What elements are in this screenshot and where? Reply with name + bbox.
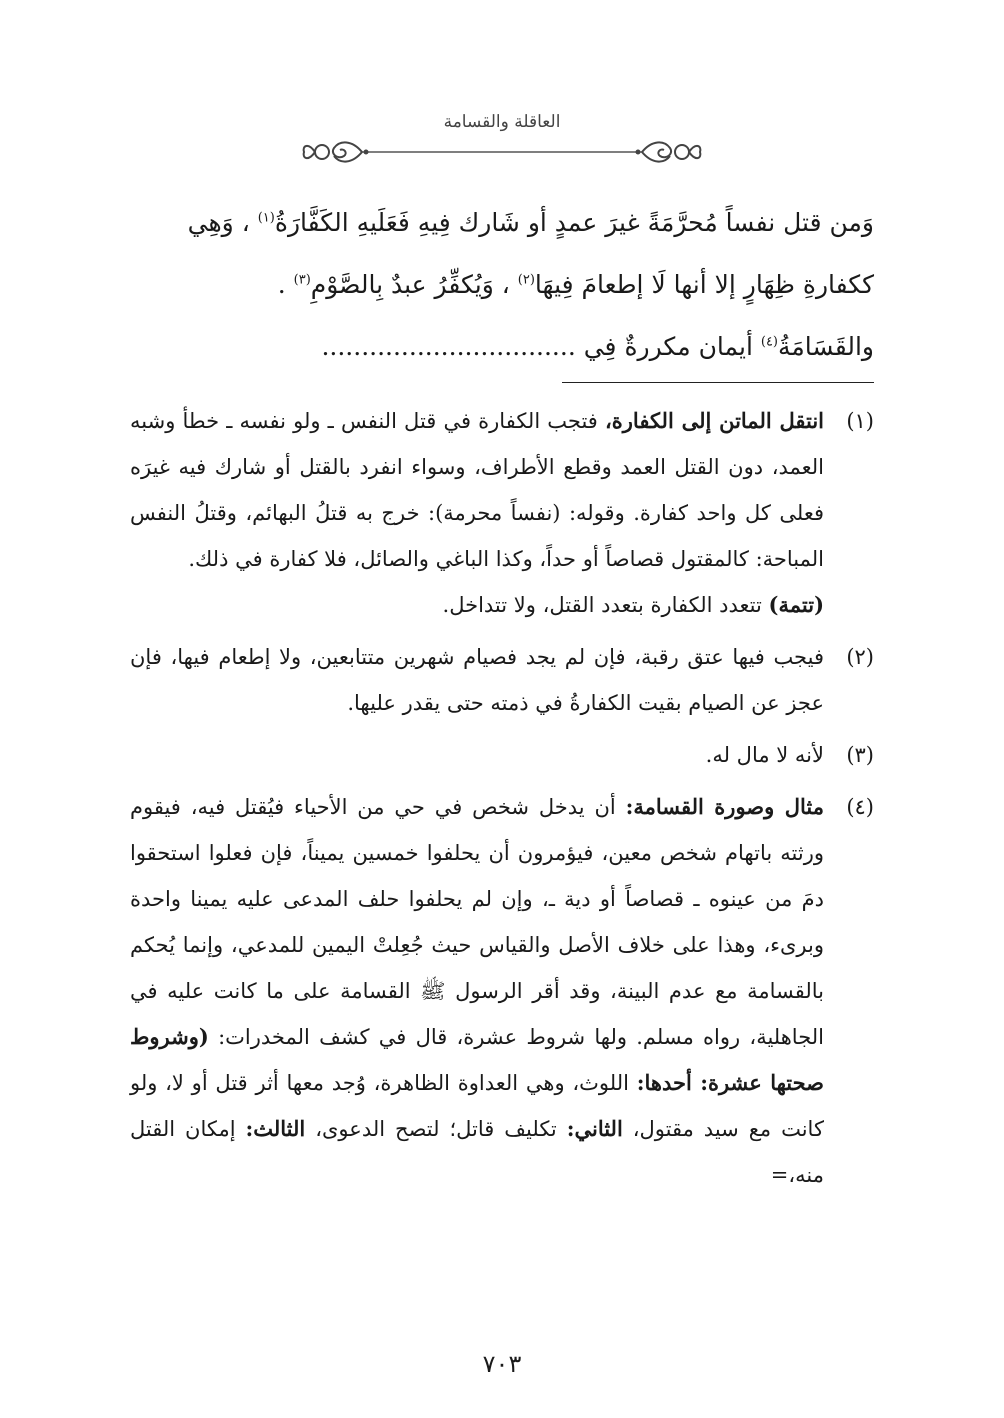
footnote-text: اللوث، وهي العداوة الظاهرة، وُجد معها أثر قتل أو لا، ولو كانت مع سيد مقتول، [130,1071,824,1141]
main-text [130,192,874,378]
footnote-4 [130,784,874,1198]
footnote-ref-1[interactable]: (١) [257,210,275,226]
footnote-ref-3[interactable]: (٣) [293,272,311,288]
footnote-lead: انتقل الماتن إلى الكفارة، [605,408,825,433]
condition-text: إمكان القتل منه،= [130,1117,824,1187]
footnote-number: (٤) [846,795,874,819]
main-text-line-2 [130,254,874,316]
footnote-3 [130,732,874,778]
footnote-supplement [130,582,824,628]
condition-text: تكليف قاتل؛ لتصح الدعوى، [315,1117,557,1141]
page-number: ٧٠٣ [482,1350,522,1378]
main-text-segment: ، وَيُكفِّرُ عبدٌ بِالصَّوْمِ [310,270,510,299]
main-text-segment: وَمن قتل نفساً مُحرَّمَةً غيرَ عمدٍ أو شَارك فِيهِ فَعَلَيهِ الكَفَّارَةُ [274,208,874,237]
main-text-segment: ، وَهِي [187,208,250,237]
main-text-segment: ككفارةِ ظِهَارٍ إلا أنها لَا إطعامَ فِيهَا [534,270,874,299]
footnote-text: لأنه لا مال له. [705,743,824,767]
footnote-number: (١) [846,409,874,433]
main-text-segment: والقَسَامَةُ [778,332,874,361]
footnote-lead: مثال وصورة القسامة: [625,794,824,819]
main-text-line-3 [130,316,874,378]
footnote-number: (٢) [846,645,874,669]
supplement-text: تتعدد الكفارة بتعدد القتل، ولا تتداخل. [442,593,762,617]
footnote-divider [562,382,874,383]
main-text-segment: . [277,270,286,299]
supplement-label: (تتمة) [768,592,824,617]
footnote-text: فيجب فيها عتق رقبة، فإن لم يجد فصيام شهرين متتابعين، ولا إطعام فيها، فإن عجز عن الصيام بقيت الكفارةُ في ذمته حتى يقدر عليها. [130,645,824,715]
footnote-text: أن يدخل شخص في حي من الأحياء فيُقتل فيه، فيقوم ورثته باتهام شخص معين، فيؤمرون أن يحلفوا خمسين يميناً، فإن فعلوا استحقوا دمَ من عينوه ـ قصاصاً أو دية ـ، وإن لم يحلفوا حلف المدعى عليه يمينا واحدة وبرىء، وهذا على خلاف الأصل والقياس حيث جُعِلتْ اليمين للمدعي، وإنما يُحكم بالقسامة مع عدم البينة، وقد أقر الرسول ﷺ القسامة على ما كانت عليه في الجاهلية، رواه مسلم. ولها شروط عشرة، قال في كشف المخدرات: [130,795,824,1049]
running-title: العاقلة والقسامة [443,112,561,132]
footnote-ref-4[interactable]: (٤) [760,334,778,350]
footnotes [130,398,874,1198]
footnote-ref-2[interactable]: (٢) [517,272,535,288]
condition-label: الثالث: [245,1116,306,1141]
main-text-line-1 [130,192,874,254]
continuation-dots: ................................ [321,332,576,361]
header-ornament-icon [300,132,704,172]
quote-heading: (وشروط صحتها عشرة: أحدها: [130,1024,825,1095]
footnote-1 [130,398,874,628]
footnote-number: (٣) [846,743,874,767]
condition-label: الثاني: [566,1116,623,1141]
footnote-2 [130,634,874,726]
footnote-text: فتجب الكفارة في قتل النفس ـ ولو نفسه ـ خطأ وشبه العمد، دون القتل العمد وقطع الأطراف، وسواء انفرد بالقتل أو شارك فيه غيرَه فعلى كل واحد كفارة. وقوله: (نفساً محرمة): خرج به قتلُ البهائم، وقتلُ النفس المباحة: كالمقتول قصاصاً أو حداً، وكذا الباغي والصائل، فلا كفارة في ذلك. [130,409,824,571]
main-text-segment: أيمان مكررةٌ فِي [583,332,753,361]
